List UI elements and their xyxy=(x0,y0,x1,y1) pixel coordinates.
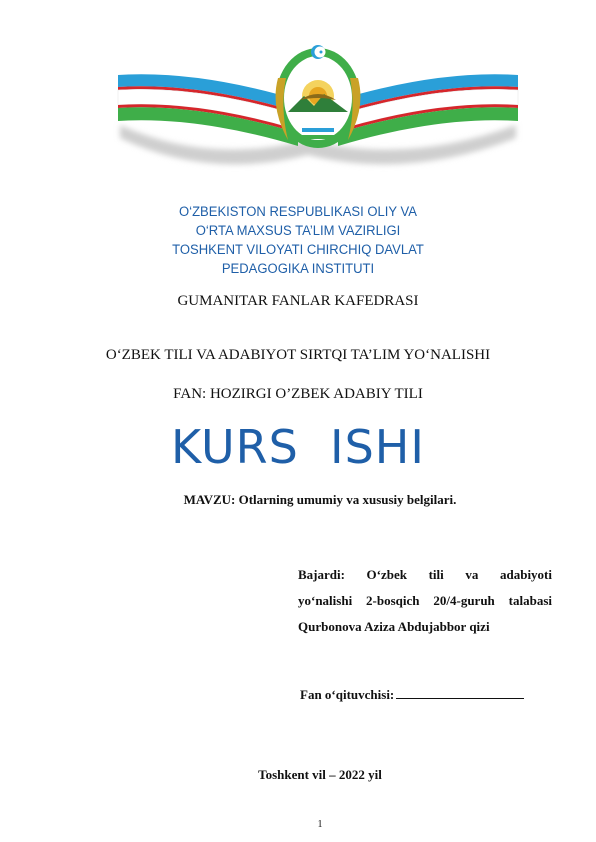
page-number: 1 xyxy=(317,819,323,830)
institution-line: O‘ZBEKISTON RESPUBLIKASI OLIY VA xyxy=(179,204,417,220)
author-line: yo‘nalishi 2-bosqich 20/4-guruh talabasi xyxy=(298,593,552,608)
institution-line: PEDAGOGIKA INSTITUTI xyxy=(221,261,375,277)
state-emblem-icon xyxy=(108,30,528,175)
teacher-signature-line xyxy=(396,686,524,699)
author-name: Qurbonova Aziza Abdujabbor qizi xyxy=(298,619,490,634)
city-year: Toshkent vil – 2022 yil xyxy=(258,767,382,782)
teacher-field xyxy=(300,686,524,703)
institution-line: TOSHKENT VILOYATI CHIRCHIQ DAVLAT xyxy=(172,242,424,258)
institution-line: O‘RTA MAXSUS TA’LIM VAZIRLIGI xyxy=(195,223,401,239)
author-line: Bajardi: O‘zbek tili va adabiyoti xyxy=(298,567,552,582)
study-direction: O‘ZBEK TILI VA ADABIYOT SIRTQI TA’LIM YO‘NALISHI xyxy=(105,347,491,363)
author-block xyxy=(298,562,552,640)
document-title: KURS ISHI xyxy=(171,420,425,474)
institution-name xyxy=(116,203,480,279)
subject-name: FAN: HOZIRGI O’ZBEK ADABIY TILI xyxy=(173,386,423,402)
topic: MAVZU: Otlarning umumiy va xususiy belgilari. xyxy=(183,492,457,507)
teacher-label: Fan o‘qituvchisi: xyxy=(300,687,395,702)
department-name: GUMANITAR FANLAR KAFEDRASI xyxy=(177,293,419,309)
